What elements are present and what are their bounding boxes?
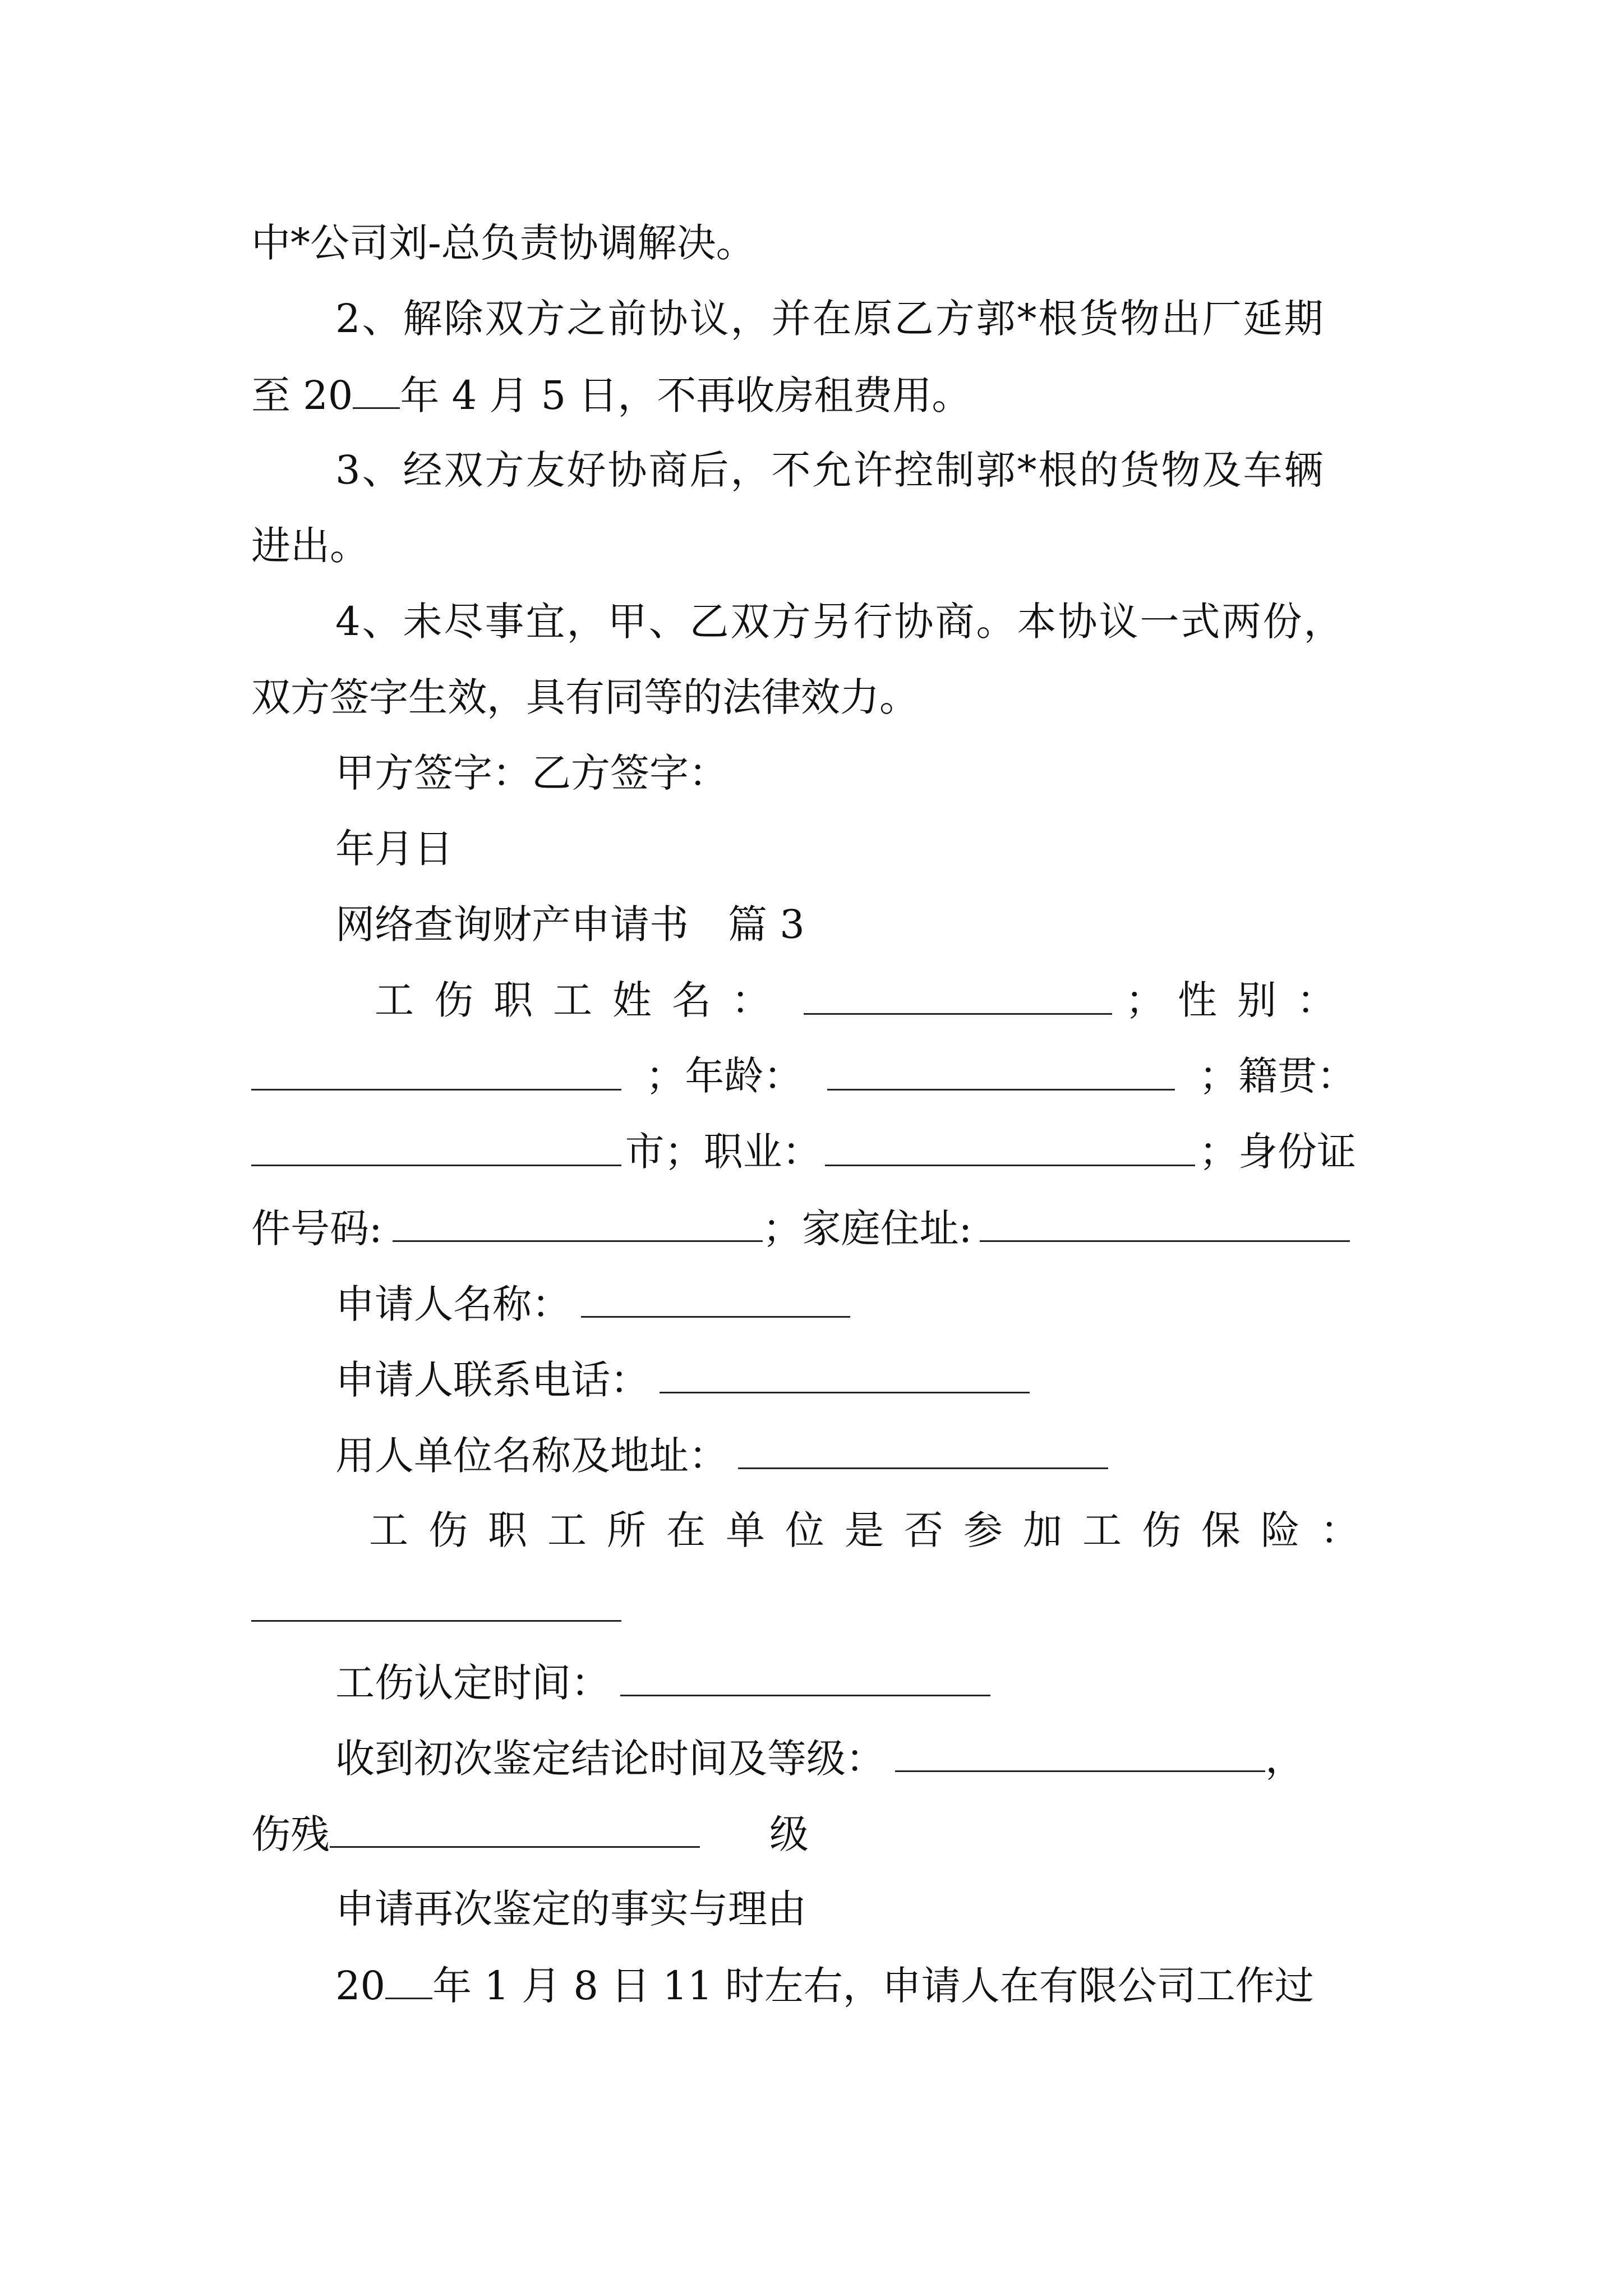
age-native-row [251, 1053, 1356, 1099]
comma: ， [1265, 1736, 1304, 1782]
insurance-label: 工伤职工所在单位是否参加工伤保险： [369, 1507, 1380, 1553]
occupation-blank [825, 1132, 1195, 1166]
section-heading: 网络查询财产申请书 篇 3 [335, 901, 805, 947]
separator: ； [1125, 977, 1165, 1023]
paragraph-1: 中*公司刘-总负责协调解决。 [251, 220, 755, 266]
year-blank [353, 375, 400, 409]
address-label: ；家庭住址: [762, 1205, 972, 1251]
final-year-blank [385, 1965, 432, 1999]
year-prefix: 至 20 [251, 372, 353, 418]
employer-row [335, 1433, 1108, 1479]
gender-blank [251, 1056, 621, 1091]
address-blank [980, 1208, 1350, 1242]
applicant-phone-row [335, 1357, 1030, 1403]
gender-label: 性别： [1177, 977, 1356, 1023]
first-appraisal-blank [895, 1738, 1265, 1772]
id-address-row [251, 1205, 1350, 1251]
disability-blank [330, 1814, 700, 1848]
id-label-end: ；身份证 [1198, 1129, 1356, 1175]
name-gender-row [375, 977, 1356, 1023]
injury-time-blank [620, 1662, 990, 1696]
paragraph-3-line-1: 3、经双方友好协商后，不允许控制郭*根的货物及车辆 [335, 447, 1325, 493]
date-line: 年月日 [335, 826, 453, 872]
paragraph-2-line-2 [251, 372, 971, 418]
paragraph-4-line-2: 双方签字生效，具有同等的法律效力。 [251, 674, 919, 720]
employer-label: 用人单位名称及地址： [335, 1433, 728, 1479]
grade-suffix: 级 [769, 1811, 809, 1857]
final-line-rest: 年 1 月 8 日 11 时左右，申请人在有限公司工作过 [432, 1963, 1314, 2009]
applicant-name-row [335, 1281, 850, 1327]
reason-heading: 申请再次鉴定的事实与理由 [335, 1886, 806, 1932]
age-blank [827, 1056, 1175, 1091]
injury-time-row [335, 1660, 990, 1706]
applicant-phone-label: 申请人联系电话： [335, 1357, 649, 1403]
first-appraisal-row [335, 1736, 1304, 1782]
paragraph-2-line-1: 2、解除双方之前协议，并在原乙方郭*根货物出厂延期 [335, 296, 1325, 342]
final-line [335, 1963, 1314, 2009]
id-blank [393, 1208, 763, 1242]
paragraph-4-line-1: 4、未尽事宜，甲、乙双方另行协商。本协议一式两份， [335, 599, 1345, 645]
insurance-blank [251, 1620, 621, 1622]
employer-blank [738, 1435, 1108, 1469]
injury-time-label: 工伤认定时间： [335, 1660, 610, 1706]
age-label: ；年龄： [645, 1053, 803, 1099]
disability-row [251, 1811, 809, 1857]
signatures-line: 甲方签字：乙方签字： [335, 750, 728, 796]
city-occupation-label: 市；职业： [625, 1129, 822, 1175]
applicant-name-blank [581, 1283, 850, 1318]
disability-label: 伤残 [251, 1811, 330, 1857]
id-label-start: 件号码: [251, 1205, 382, 1251]
native-blank [251, 1132, 621, 1166]
name-label: 工伤职工姓名： [375, 977, 791, 1023]
final-year-prefix: 20 [335, 1963, 386, 2009]
city-occupation-row [251, 1129, 1356, 1175]
first-appraisal-label: 收到初次鉴定结论时间及等级： [335, 1736, 885, 1782]
applicant-name-label: 申请人名称： [335, 1281, 571, 1327]
name-blank [804, 981, 1112, 1015]
year-rest: 年 4 月 5 日，不再收房租费用。 [400, 372, 971, 418]
native-label: ；籍贯： [1198, 1053, 1356, 1099]
applicant-phone-blank [660, 1359, 1030, 1393]
paragraph-3-line-2: 进出。 [251, 523, 369, 569]
